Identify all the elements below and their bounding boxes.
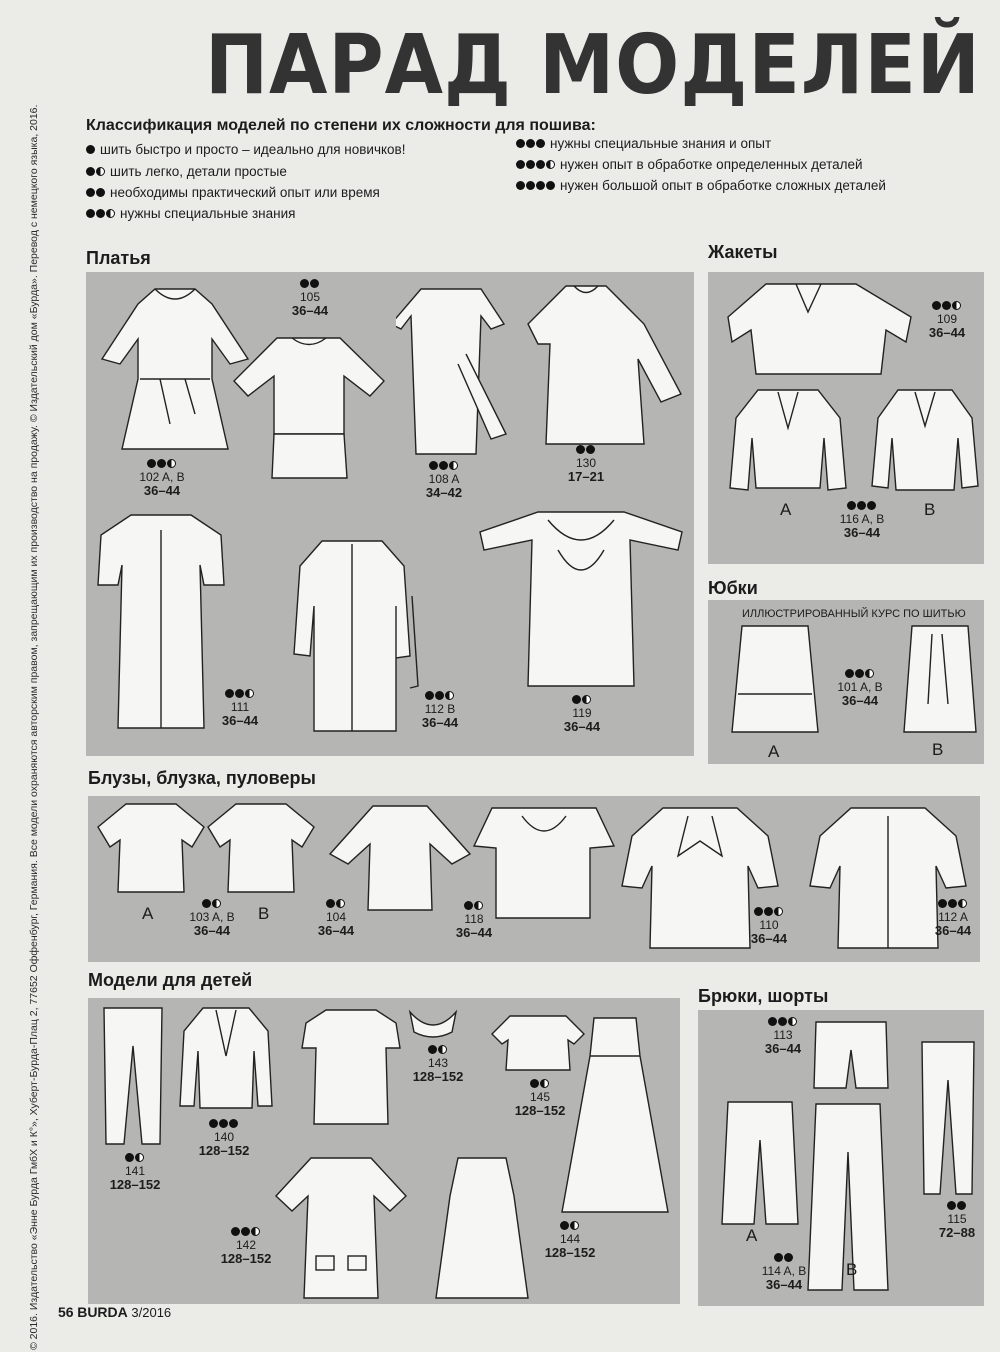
section-title-trousers: Брюки, шорты: [698, 986, 829, 1006]
difficulty-dots-icon: [516, 160, 556, 169]
model-label-112a: 112 A 36–44: [926, 898, 980, 937]
kids-pinafore-144-illustration: [434, 1156, 530, 1302]
model-label-114: 114 A, B 36–44: [746, 1252, 822, 1291]
model-label-115: 115 72–88: [930, 1200, 984, 1239]
model-label-101: 101 A, B 36–44: [822, 668, 898, 707]
shorts-113-illustration: [812, 1020, 890, 1092]
model-label-113: 113 36–44: [756, 1016, 810, 1055]
legend-heading: Классификация моделей по степени их сложности для пошива:: [86, 117, 596, 134]
difficulty-dots-icon: [516, 139, 546, 148]
skirt-101b-illustration: [902, 624, 978, 736]
dress-102-illustration: [100, 284, 250, 454]
trousers-114a-illustration: [720, 1100, 800, 1230]
variant-letter-b: B: [258, 904, 270, 923]
jacket-116a-illustration: [728, 388, 848, 494]
difficulty-dots-icon: [86, 167, 106, 176]
dress-105-illustration: [232, 336, 386, 480]
jacket-109-illustration: [726, 282, 916, 378]
legend-item: нужен опыт в обработке определенных деталей: [516, 157, 863, 172]
legend-item: шить быстро и просто – идеально для новичков!: [86, 142, 405, 157]
variant-letter-b: B: [924, 500, 936, 519]
section-title-jackets: Жакеты: [708, 242, 778, 262]
page-number: 56: [58, 1304, 74, 1320]
legend-item: нужен большой опыт в обработке сложных деталей: [516, 178, 886, 193]
model-label-130: 130 17–21: [546, 444, 626, 483]
section-title-kids: Модели для детей: [88, 970, 253, 990]
difficulty-dots-icon: [86, 145, 96, 154]
section-title-skirts: Юбки: [708, 578, 758, 598]
difficulty-dots-icon: [516, 181, 556, 190]
model-label-116: 116 A, B 36–44: [822, 500, 902, 539]
kids-jacket-140-illustration: [178, 1006, 274, 1112]
section-title-blouses: Блузы, блузка, пуловеры: [88, 768, 316, 788]
model-label-112b: 112 B 36–44: [400, 690, 480, 729]
trousers-115-illustration: [916, 1040, 980, 1198]
model-label-108: 108 A 34–42: [404, 460, 484, 499]
model-label-109: 109 36–44: [912, 300, 982, 339]
legend-item: нужны специальные знания и опыт: [516, 136, 771, 151]
jacket-116b-illustration: [870, 388, 980, 494]
model-label-140: 140 128–152: [186, 1118, 262, 1157]
blouse-103a-illustration: [96, 802, 206, 896]
dress-119-illustration: [478, 510, 684, 690]
model-label-144: 144 128–152: [532, 1220, 608, 1259]
copyright-side-text: © 2016. Издательство «Энне Бурда ГмбХ и К°», Хуберт-Бурда-Плац 2, 77652 Оффенбург, Германия. Все модели охраняются авторским правом, запрещающим их производство на продажу. © Издательский дом «Бурда». Перевод с немецкого языка, 2016.: [28, 104, 40, 1350]
variant-letter-a: A: [780, 500, 792, 519]
model-label-111: 111 36–44: [200, 688, 280, 727]
kids-collar-143-illustration: [406, 1008, 460, 1042]
variant-letter-a: A: [142, 904, 154, 923]
model-label-143: 143 128–152: [404, 1044, 472, 1083]
kids-dress-142-illustration: [266, 1156, 416, 1302]
legend-item: необходимы практический опыт или время: [86, 185, 380, 200]
kids-dress-143-illustration: [296, 1008, 406, 1128]
model-label-142: 142 128–152: [208, 1226, 284, 1265]
model-label-110: 110 36–44: [734, 906, 804, 945]
kids-trousers-141-illustration: [100, 1006, 166, 1148]
variant-letter-a: A: [746, 1226, 758, 1245]
difficulty-dots-icon: [86, 188, 106, 197]
difficulty-dots-icon: [86, 209, 116, 218]
model-label-118: 118 36–44: [436, 900, 512, 939]
legend-item: шить легко, детали простые: [86, 164, 287, 179]
model-label-119: 119 36–44: [542, 694, 622, 733]
model-label-102: 102 A, B 36–44: [122, 458, 202, 497]
kids-gown-144-illustration: [560, 1016, 670, 1216]
dress-130-illustration: [526, 284, 686, 448]
model-label-145: 145 128–152: [506, 1078, 574, 1117]
variant-letter-b: B: [846, 1260, 858, 1279]
magazine-name: BURDA: [77, 1304, 128, 1320]
section-title-dresses: Платья: [86, 248, 151, 268]
page-footer: [58, 1304, 171, 1320]
model-label-104: 104 36–44: [298, 898, 374, 937]
course-label: ИЛЛЮСТРИРОВАННЫЙ КУРС ПО ШИТЬЮ: [742, 608, 966, 620]
variant-letter-a: A: [768, 742, 780, 761]
legend-item: нужны специальные знания: [86, 206, 295, 221]
page-title: ПАРАД МОДЕЛЕЙ: [205, 18, 981, 113]
model-label-103: 103 A, B 36–44: [180, 898, 244, 937]
skirt-101a-illustration: [730, 624, 820, 736]
model-label-105: 105 36–44: [270, 278, 350, 317]
dress-108-illustration: [396, 284, 516, 462]
model-label-141: 141 128–152: [100, 1152, 170, 1191]
variant-letter-b: B: [932, 740, 944, 759]
issue-number: 3/2016: [131, 1305, 172, 1320]
blouse-103b-illustration: [206, 802, 316, 896]
